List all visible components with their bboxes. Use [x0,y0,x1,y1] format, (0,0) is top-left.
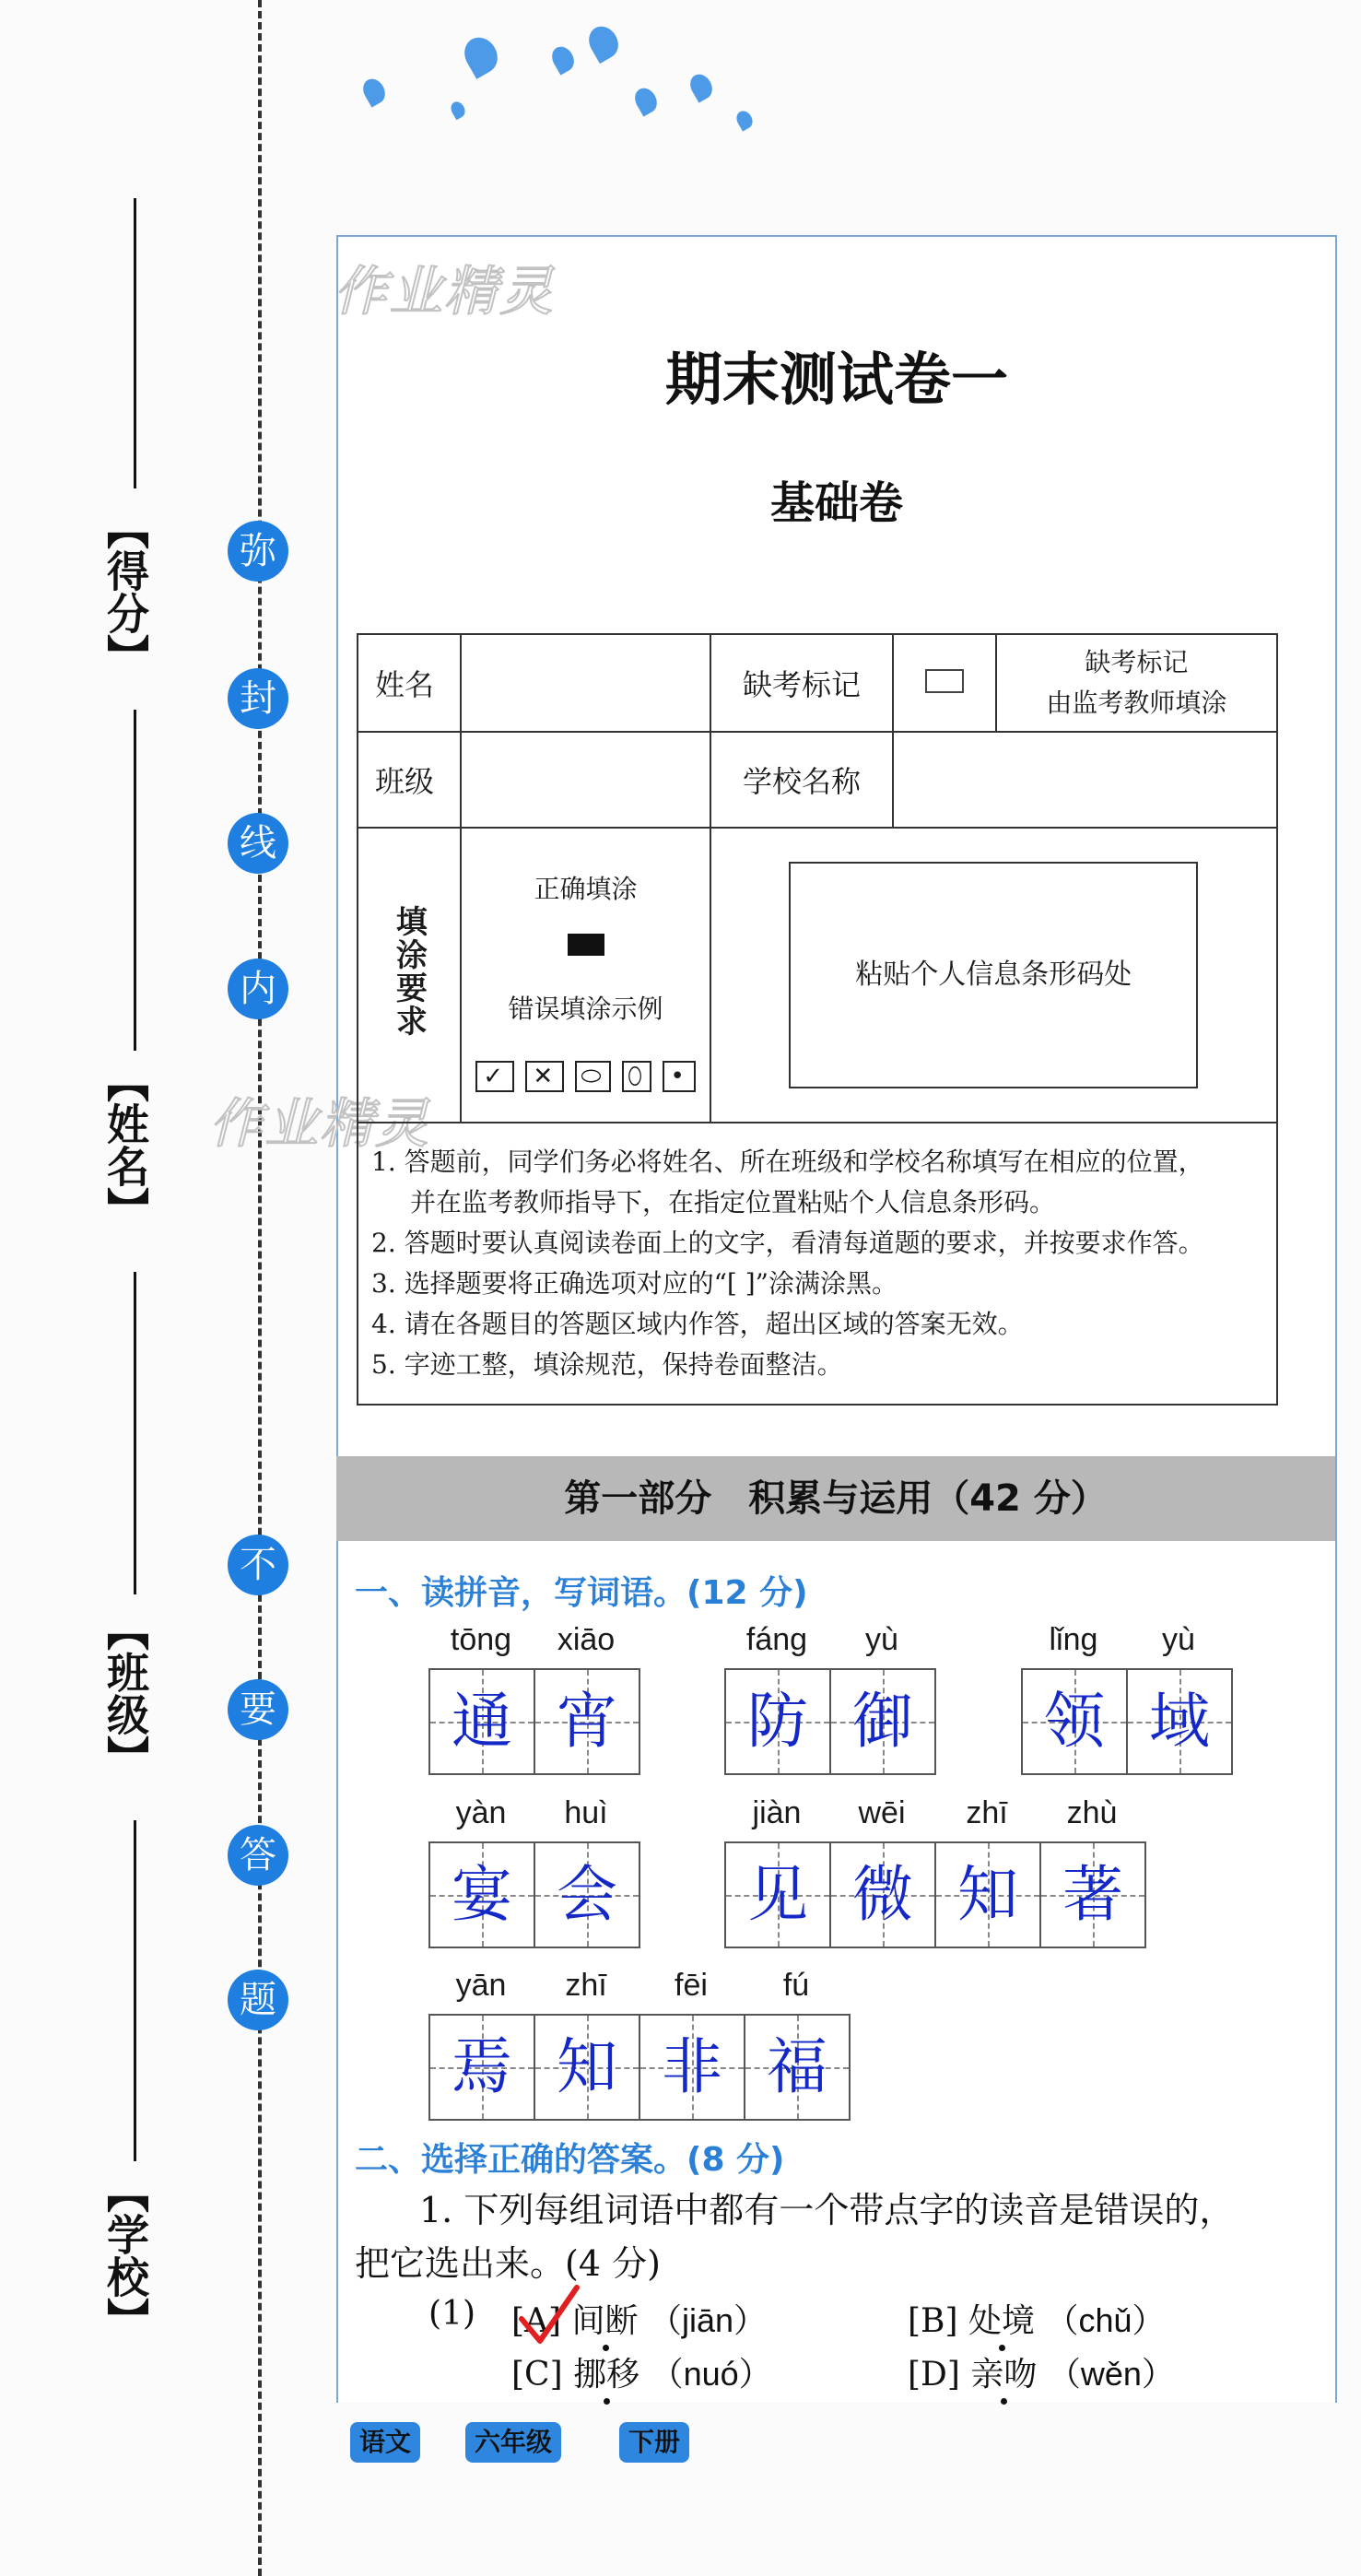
name-label: 姓名 [358,634,461,732]
answer-char: 知 [557,2031,617,2102]
answer-char: 领 [1044,1686,1105,1757]
side-underline [134,198,136,488]
option-d[interactable] [908,2348,1175,2395]
correct-fill-label: 正确填涂 [534,873,638,904]
pinyin: jiàn [752,1795,802,1830]
char-box[interactable] [639,2014,745,2121]
vertical-ellipse-mark-icon: ⬯ [622,1061,651,1092]
char-box[interactable] [428,1668,535,1775]
fill-label [358,828,461,1123]
option-b[interactable] [908,2295,1166,2342]
absent-checkbox[interactable] [893,634,996,732]
absent-note-line: 缺考标记 [1085,647,1189,677]
dot-mark-icon: • [663,1061,695,1092]
wrong-fill-label: 错误填涂示例 [508,993,663,1024]
instruction-line: 1. 答题前，同学们务必将姓名、所在班级和学校名称填写在相应的位置， [371,1147,1204,1177]
char-box[interactable] [934,1841,1041,1948]
side-underline [134,710,136,1051]
option-c-word: 挪移 [573,2356,640,2394]
leaf-decoration [686,70,716,102]
instructions [358,1123,1277,1405]
instruction-line: 2. 答题时要认真阅读卷面上的文字，看清每道题的要求，并按要求作答。 [371,1228,1204,1258]
side-underline [134,1272,136,1594]
pinyin: wēi [858,1795,906,1830]
pinyin: fú [782,1968,810,2003]
char-box[interactable] [1126,1668,1233,1775]
answer-char: 见 [747,1859,808,1930]
item-number: (1) [428,2295,475,2333]
page-title: 期末测试卷一 [664,346,1008,413]
check-mark-icon: ✓ [475,1061,514,1092]
correct-fill-mark [568,934,604,956]
leaf-decoration [733,108,756,131]
option-a-bracket: [A] [511,2302,562,2340]
answer-char: 福 [767,2031,827,2102]
char-box[interactable] [1039,1841,1146,1948]
option-d-word: 亲吻 [970,2356,1038,2394]
leaf-decoration [583,21,624,64]
absent-note-line: 由监考教师填涂 [1046,688,1227,718]
option-c-pinyin: （nuó） [650,2355,772,2393]
school-field[interactable] [893,732,1277,828]
option-c[interactable] [511,2348,772,2395]
char-box[interactable] [744,2014,851,2121]
answer-char: 知 [957,1859,1018,1930]
answer-char: 域 [1149,1686,1210,1757]
barcode-area [710,828,1277,1123]
seal-char: 要 [228,1679,288,1740]
answer-char: 会 [557,1859,617,1930]
label-school: 【学校】 [100,2170,150,2340]
leaf-decoration [458,31,503,79]
option-c-bracket: [C] [511,2356,563,2394]
instruction-line: 并在监考教师指导下，在指定位置粘贴个人信息条形码。 [410,1187,1056,1217]
option-b-bracket: [B] [908,2302,958,2340]
pinyin: yù [865,1622,898,1657]
pinyin: fēi [675,1968,708,2003]
answer-char: 非 [662,2031,722,2102]
char-box[interactable] [428,2014,535,2121]
class-label: 班级 [358,732,461,828]
pinyin: lǐng [1049,1622,1098,1657]
option-d-pinyin: （wěn） [1047,2355,1175,2393]
seal-char: 线 [228,813,288,874]
question-1-heading: 一、读拼音，写词语。(12 分) [355,1574,808,1612]
leaf-decoration [630,84,661,116]
leaf-decoration [358,75,389,107]
absent-note [996,634,1277,732]
footer-subject: 语文 [350,2422,420,2463]
watermark: 作业精灵 [334,260,556,323]
answer-char: 焉 [452,2031,512,2102]
answer-char: 防 [747,1686,808,1757]
side-underline [134,1820,136,2161]
seal-char: 题 [228,1970,288,2030]
answer-char: 通 [452,1686,512,1757]
answer-char: 微 [852,1859,913,1930]
seal-char: 弥 [228,521,288,582]
char-box[interactable] [829,1668,936,1775]
pinyin: yān [455,1968,507,2003]
pinyin: yàn [455,1795,507,1830]
label-score: 【得分】 [100,507,150,676]
footer-volume: 下册 [619,2422,689,2463]
instruction-line: 5. 字迹工整，填涂规范，保持卷面整洁。 [371,1349,843,1380]
pinyin: huì [564,1795,608,1830]
barcode-box: 粘贴个人信息条形码处 [789,862,1198,1088]
pinyin: yù [1162,1622,1195,1657]
section-title: 第一部分 积累与运用（42 分） [336,1456,1335,1541]
leaf-decoration [547,42,578,75]
school-label: 学校名称 [710,732,893,828]
pinyin: tōng [450,1622,512,1657]
instruction-line: 3. 选择题要将正确选项对应的“[ ]”涂满涂黑。 [371,1268,898,1299]
option-a-word: 间断 [571,2302,639,2340]
answer-char: 宵 [557,1686,617,1757]
char-box[interactable] [534,2014,640,2121]
char-box[interactable] [724,1841,831,1948]
cross-mark-icon: ✕ [525,1061,564,1092]
instruction-line: 4. 请在各题目的答题区域内作答，超出区域的答案无效。 [371,1309,1024,1339]
char-box[interactable] [428,1841,535,1948]
fill-label-text: 填涂要求 [390,905,428,1038]
char-box[interactable] [724,1668,831,1775]
footer-grade: 六年级 [465,2422,561,2463]
label-class: 【班级】 [100,1608,150,1778]
seal-char: 内 [228,959,288,1019]
char-box[interactable] [534,1668,640,1775]
seal-char: 答 [228,1825,288,1886]
label-name: 【姓名】 [100,1060,150,1229]
question-2-heading: 二、选择正确的答案。(8 分) [355,2141,785,2179]
pinyin: zhī [966,1795,1008,1830]
ellipse-mark-icon: ⬭ [575,1061,610,1092]
option-a-pinyin: （jiān） [649,2301,768,2339]
seal-char: 封 [228,668,288,729]
pinyin: zhù [1066,1795,1118,1830]
class-field[interactable] [461,732,710,828]
answer-char: 著 [1062,1859,1123,1930]
char-box[interactable] [1021,1668,1128,1775]
char-box[interactable] [829,1841,936,1948]
wrong-fill-marks [463,1063,709,1091]
pinyin: xiāo [557,1622,616,1657]
seal-char: 不 [228,1535,288,1595]
answer-char: 御 [852,1686,913,1757]
absent-label: 缺考标记 [710,634,893,732]
check-mark-icon [518,2284,582,2352]
option-b-pinyin: （chǔ） [1045,2301,1166,2339]
fill-examples [461,828,710,1123]
char-box[interactable] [534,1841,640,1948]
answer-char: 宴 [452,1859,512,1930]
info-table [357,633,1278,1406]
leaf-decoration [448,100,467,121]
name-field[interactable] [461,634,710,732]
question-stem: 把它选出来。(4 分) [355,2243,661,2284]
option-d-bracket: [D] [908,2356,960,2394]
question-stem: 1. 下列每组词语中都有一个带点字的读音是错误的， [419,2190,1235,2230]
pinyin: zhī [565,1968,607,2003]
option-b-word: 处境 [968,2302,1036,2340]
page-subtitle: 基础卷 [769,477,903,529]
pinyin: fáng [745,1622,808,1657]
seal-dashed-line [258,0,262,2576]
watermark: 作业精灵 [209,1092,431,1155]
